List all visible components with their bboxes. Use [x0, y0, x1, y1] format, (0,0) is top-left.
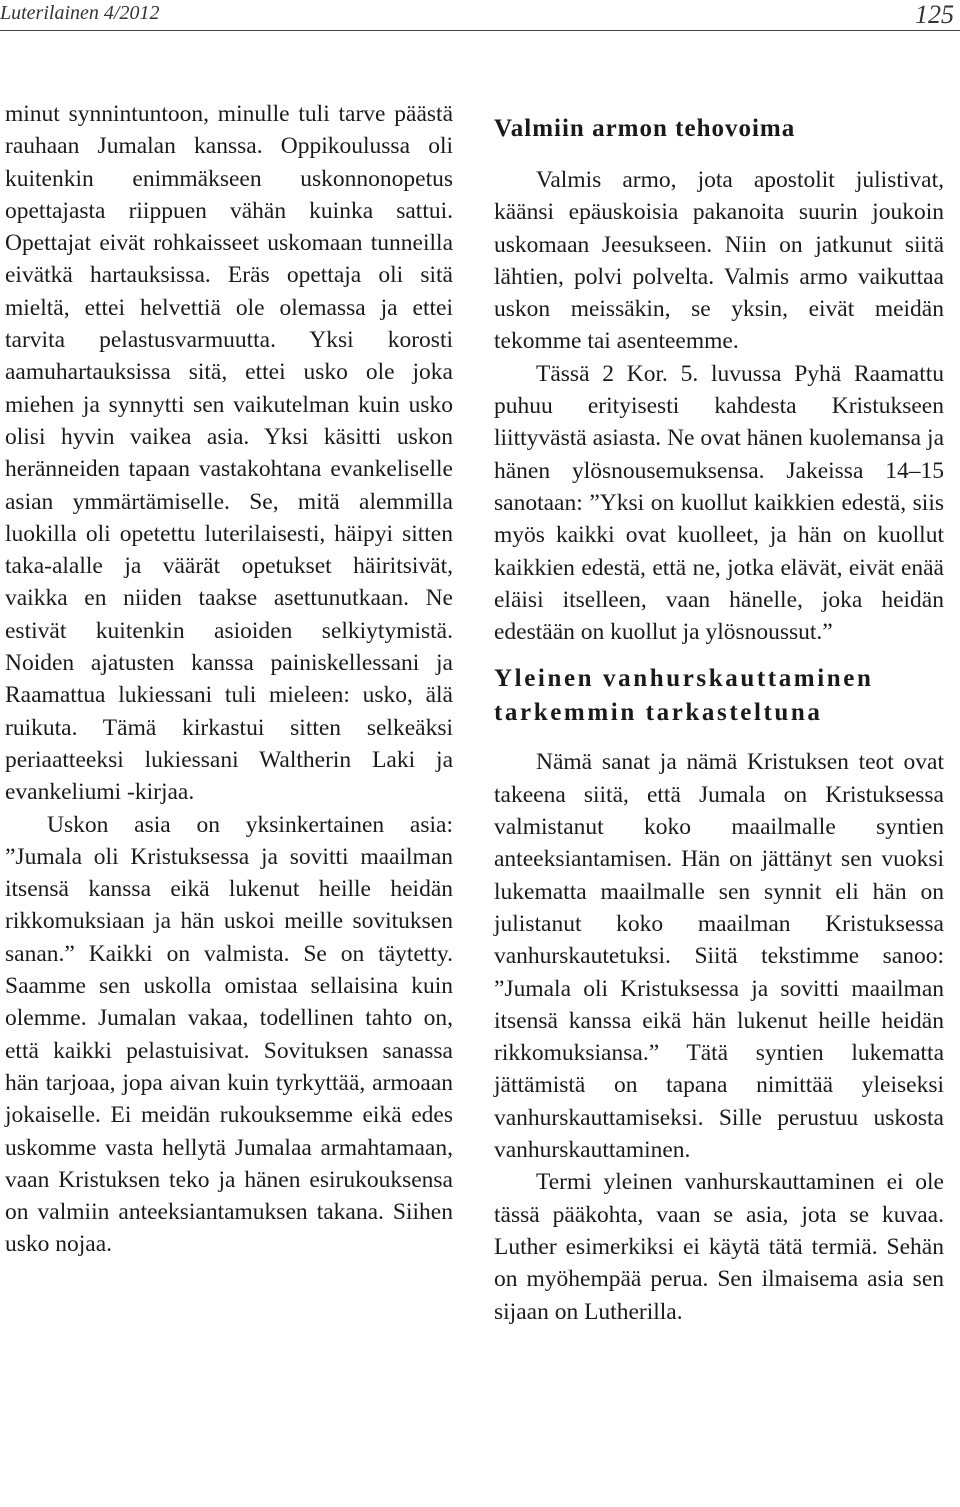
body-paragraph: Termi yleinen vanhurskauttaminen ei ole tässä pääkohta, vaan se asia, jota se kuvaa. Luther esimerkiksi ei käytä tätä termiä. Sehän on myöhempää perua. Sen ilmaisema asia sen sijaan on Lutherilla.: [494, 1169, 944, 1325]
page-number: 125: [915, 0, 954, 29]
body-paragraph: Valmis armo, jota apostolit julistivat, käänsi epäuskoisia pakanoita suurin joukoin uskomaan Jeesukseen. Niin on jatkunut siitä lähtien, polvi polvelta. Valmis armo vaikuttaa uskon meissäkin, se yksin, eivät meidän tekomme tai asenteemme.: [494, 167, 944, 355]
body-paragraph: Nämä sanat ja nämä Kristuksen teot ovat takeena siitä, että Jumala on Kristuksessa valmistanut koko maailmalle syntien anteeksiantamisen. Hän on jättänyt sen vuoksi lukematta maailmalle sen synnit eli hän on julistanut koko maailman Kristuksessa vanhurskautetuksi. Siitä tekstimme sanoo: ”Jumala oli Kristuksessa ja sovitti maailman itsensä kanssa eikä hän lukenut heille heidän rikkomuksiansa.” Tätä syntien lukematta jättämistä on tapana nimittää yleiseksi vanhurskauttamiseksi. Sille perustuu uskosta vanhurskauttaminen.: [494, 749, 944, 1164]
running-title: Luterilainen 4/2012: [0, 2, 160, 24]
body-paragraph: Uskon asia on yksinkertainen asia: ”Jumala oli Kristuksessa ja sovitti maailman itsensä kanssa eikä lukenut heille heidän rikkomuksiaan ja hän uskoi meille sovituksen sanan.” Kaikki on valmista. Se on täytetty. Saamme sen uskolla omistaa sellaisina kuin olemme. Jumalan vakaa, todellinen tahto on, että kaikki pelastuisivat. Sovituksen sanassa hän tarjoaa, jopa aivan kuin tyrkyttää, armoaan jokaiselle. Ei meidän rukouksemme eikä edes uskomme vasta hellytä Jumalaa armahtamaan, vaan Kristuksen teko ja hänen esirukouksensa on valmiin anteeksiantamuksen takana. Siihen usko nojaa.: [5, 811, 453, 1258]
header-divider: [0, 30, 960, 31]
section-heading: Valmiin armon tehovoima: [494, 115, 796, 142]
section-heading: Yleinen vanhurskauttaminen tarkemmin tarkasteltuna: [494, 665, 874, 727]
page-header: [0, 0, 960, 30]
body-paragraph: Tässä 2 Kor. 5. luvussa Pyhä Raamattu puhuu erityisesti kahdesta Kristukseen liittyvästä asiasta. Ne ovat hänen kuolemansa ja hänen ylösnousemuksensa. Jakeissa 14–15 sanotaan: ”Yksi on kuollut kaikkien edestä, siis myös kaikki ovat kuolleet, ja hän on kuollut kaikkien edestä, että ne, jotka elävät, eivät enää eläisi itselleen, vaan hänelle, joka heidän edestään on kuollut ja ylösnoussut.”: [494, 360, 944, 646]
right-column: [494, 98, 944, 1328]
body-paragraph: minut synnintuntoon, minulle tuli tarve päästä rauhaan Jumalan kanssa. Oppikoulussa oli kuitenkin enimmäkseen uskonnonopetus opettajasta riippuen vähän kuinka sattui. Opettajat eivät rohkaisseet uskomaan tunneilla eivätkä hartauksissa. Eräs opettaja oli sitä mieltä, ettei helvettiä ole olemassa ja ettei tarvita pelastusvarmuutta. Yksi korosti aamuhartauksissa sitä, ettei usko ole joka miehen ja synnytti sen vaikutelman kuin usko olisi hyvin vaikea asia. Yksi käsitti uskon heränneiden tapaan vastakohtana evankeliselle asian ymmärtämiselle. Se, mitä alemmilla luokilla oli opetettu luterilaisesti, häipyi sitten taka-alalle ja väärät opetukset häiritsivät, vaikka en niiden taakse asettunutkaan. Ne estivät kuitenkin asioiden selkiytymistä. Noiden ajatusten kanssa painiskellessani ja Raamattua lukiessani tuli mieleen: usko, älä ruikuta. Tämä kirkastui sitten selkeäksi periaatteeksi lukiessani Waltherin Laki ja evankeliumi -kirjaa.: [5, 101, 453, 806]
left-column: [5, 98, 453, 1261]
